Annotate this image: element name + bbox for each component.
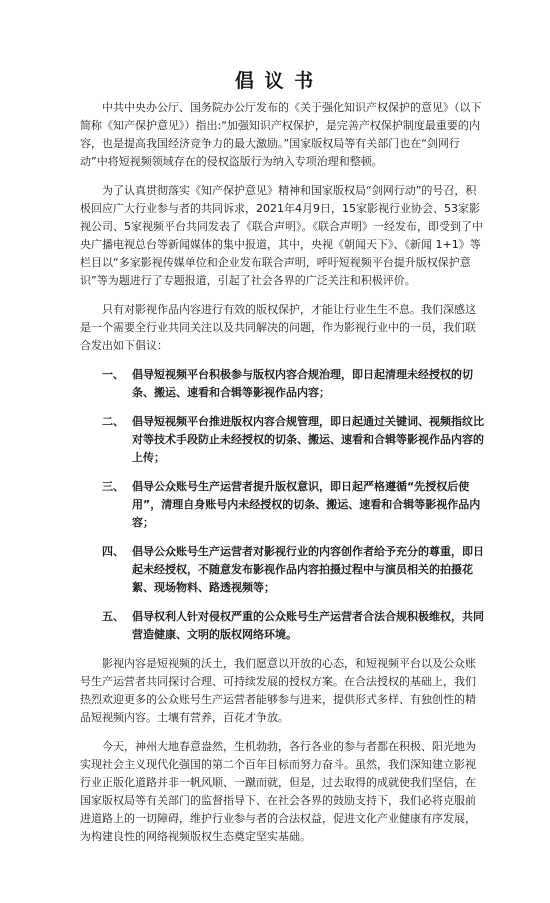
- closing-paragraph-1: 影视内容是短视频的沃土，我们愿意以开放的心态，和短视频平台以及公众账号生产运营者共同探讨合理、可持续发展的授权方案。在合法授权的基础上，我们热烈欢迎更多的公众账号生产运营者能够参与进来，提供形式多样、有独创性的精品短视频内容。土壤有营养，百花才争放。: [80, 657, 476, 724]
- proposal-item: [80, 608, 486, 644]
- proposal-item: [80, 366, 486, 402]
- proposal-number: 一、: [102, 368, 124, 381]
- proposal-number: 二、: [102, 415, 124, 428]
- intro-paragraph-3: 只有对影视作品内容进行有效的版权保护，才能让行业生生不息。我们深感这是一个需要全行业共同关注以及共同解决的问题，作为影视行业中的一员，我们联合发出如下倡议：: [80, 303, 476, 352]
- proposal-text: 倡导短视频平台积极参与版权内容合规治理，即日起清理未经授权的切条、搬运、速看和合辑等影视作品内容；: [132, 368, 473, 399]
- closing-paragraph-2: 今天，神州大地春意盎然，生机勃勃，各行各业的参与者都在积极、阳光地为实现社会主义现代化强国的第二个百年目标而努力奋斗。虽然，我们深知建立影视行业正版化道路并非一帆风顺、一蹴而就，但是，过去取得的成就使我们坚信，在国家版权局等有关部门的监督指导下、在社会各界的鼓励支持下，我们必将克服前进道路上的一切障碍，维护行业参与者的合法权益，促进文化产业健康有序发展，为构建良性的网络视频版权生态奠定坚实基础。: [80, 740, 476, 843]
- proposal-item: [80, 543, 486, 597]
- intro-paragraph-1: 中共中央办公厅、国务院办公厅发布的《关于强化知识产权保护的意见》（以下简称《知产保护意见》）指出:“加强知识产权保护，是完善产权保护制度最重要的内容，也是提高我国经济竞争力的最大激励。”国家版权局等有关部门也在“剑网行动”中将短视频领域存在的侵权盗版行为纳入专项治理和整顿。: [80, 101, 482, 168]
- proposal-text: 倡导公众账号生产运营者提升版权意识，即日起严格遵循“先授权后使用”，清理自身账号内未经授权的切条、搬运、速看和合辑等影视作品内容；: [132, 480, 481, 529]
- proposal-text: 倡导短视频平台推进版权内容合规管理，即日起通过关键词、视频指纹比对等技术手段防止未经授权的切条、搬运、速看和合辑等影视作品内容的上传；: [132, 415, 484, 464]
- document-title: 倡 议 书: [234, 70, 316, 92]
- proposal-number: 三、: [102, 480, 124, 493]
- document-body: [80, 99, 486, 857]
- proposal-text: 倡导权利人针对侵权严重的公众账号生产运营者合法合规积极维权，共同营造健康、文明的版权网络环境。: [132, 610, 484, 641]
- proposal-list: [80, 366, 486, 644]
- proposal-number: 五、: [102, 610, 124, 623]
- intro-paragraph-2: 为了认真贯彻落实《知产保护意见》精神和国家版权局“剑网行动”的号召，积极回应广大行业参与者的共同诉求，2021年4月9日，15家影视行业协会、53家影视公司、5家视频平台共同发表了《联合声明》。《联合声明》一经发布，即受到了中央广播电视总台等新闻媒体的集中报道，其中，央视《朝闻天下》、《新闻 1+1》等栏目以“多家影视传媒单位和企业发布联合声明，呼吁短视频平台提升版权保护意识”等为题进行了专题报道，引起了社会各界的广泛关注和积极评价。: [80, 184, 483, 287]
- proposal-number: 四、: [102, 545, 124, 558]
- proposal-item: [80, 478, 486, 532]
- proposal-item: [80, 413, 486, 467]
- proposal-text: 倡导公众账号生产运营者对影视行业的内容创作者给予充分的尊重，即日起未经授权，不随意发布影视作品内容拍摄过程中与演员相关的拍摄花絮、现场物料、路透视频等；: [132, 545, 484, 594]
